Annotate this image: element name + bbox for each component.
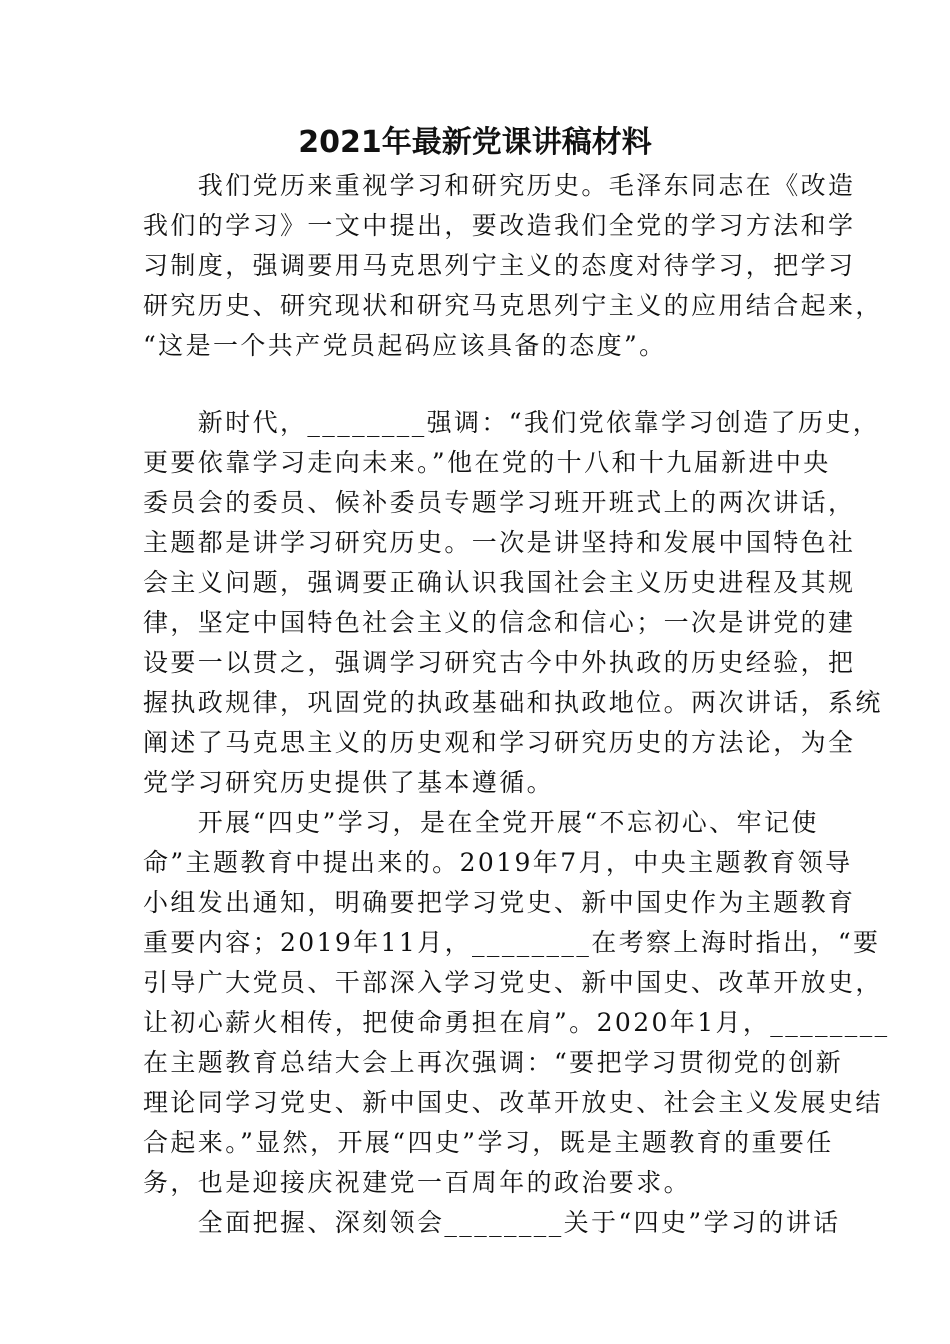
text-line: 理论同学习党史、新中国史、改革开放史、社会主义发展史结 [143,1088,883,1117]
text-line: 小组发出通知，明确要把学习党史、新中国史作为主题教育 [143,888,856,917]
text-line: 务，也是迎接庆祝建党一百周年的政治要求。 [143,1168,692,1197]
text-line: 开展“四史”学习，是在全党开展“不忘初心、牢记使 [143,808,819,837]
text-line: 重要内容；2019年11月，________在考察上海时指出，“要 [143,928,881,957]
text-line: 设要一以贯之，强调学习研究古今中外执政的历史经验，把 [143,648,856,677]
text-line: 研究历史、研究现状和研究马克思列宁主义的应用结合起来， [143,291,883,320]
text-line: 会主义问题，强调要正确认识我国社会主义历史进程及其规 [143,568,856,597]
text-line: 主题都是讲学习研究历史。一次是讲坚持和发展中国特色社 [143,528,856,557]
text-line: 更要依靠学习走向未来。”他在党的十八和十九届新进中央 [143,448,831,477]
text-line: 合起来。”显然，开展“四史”学习，既是主题教育的重要任 [143,1128,834,1157]
text-line: 在主题教育总结大会上再次强调：“要把学习贯彻党的创新 [143,1048,844,1077]
text-line: 律，坚定中国特色社会主义的信念和信心；一次是讲党的建 [143,608,856,637]
text-line: 委员会的委员、候补委员专题学习班开班式上的两次讲话， [143,488,856,517]
text-line: 习制度，强调要用马克思列宁主义的态度对待学习，把学习 [143,251,856,280]
text-line: 阐述了马克思主义的历史观和学习研究历史的方法论，为全 [143,728,856,757]
text-line: 我们的学习》一文中提出，要改造我们全党的学习方法和学 [143,211,856,240]
text-line: “这是一个共产党员起码应该具备的态度”。 [143,331,667,360]
text-line: 党学习研究历史提供了基本遵循。 [143,768,555,797]
text-line: 引导广大党员、干部深入学习党史、新中国史、改革开放史， [143,968,883,997]
blank-line [143,366,813,406]
text-line: 新时代，________强调：“我们党依靠学习创造了历史， [143,408,881,437]
text-line: 握执政规律，巩固党的执政基础和执政地位。两次讲话，系统 [143,688,883,717]
document-title: 2021年最新党课讲稿材料 [298,125,652,160]
text-line: 让初心薪火相传，把使命勇担在肩”。2020年1月，________ [143,1008,890,1037]
text-line: 我们党历来重视学习和研究历史。毛泽东同志在《改造 [143,171,856,200]
text-line: 命”主题教育中提出来的。2019年7月，中央主题教育领导 [143,848,853,877]
text-line: 全面把握、深刻领会________关于“四史”学习的讲话 [143,1208,841,1237]
